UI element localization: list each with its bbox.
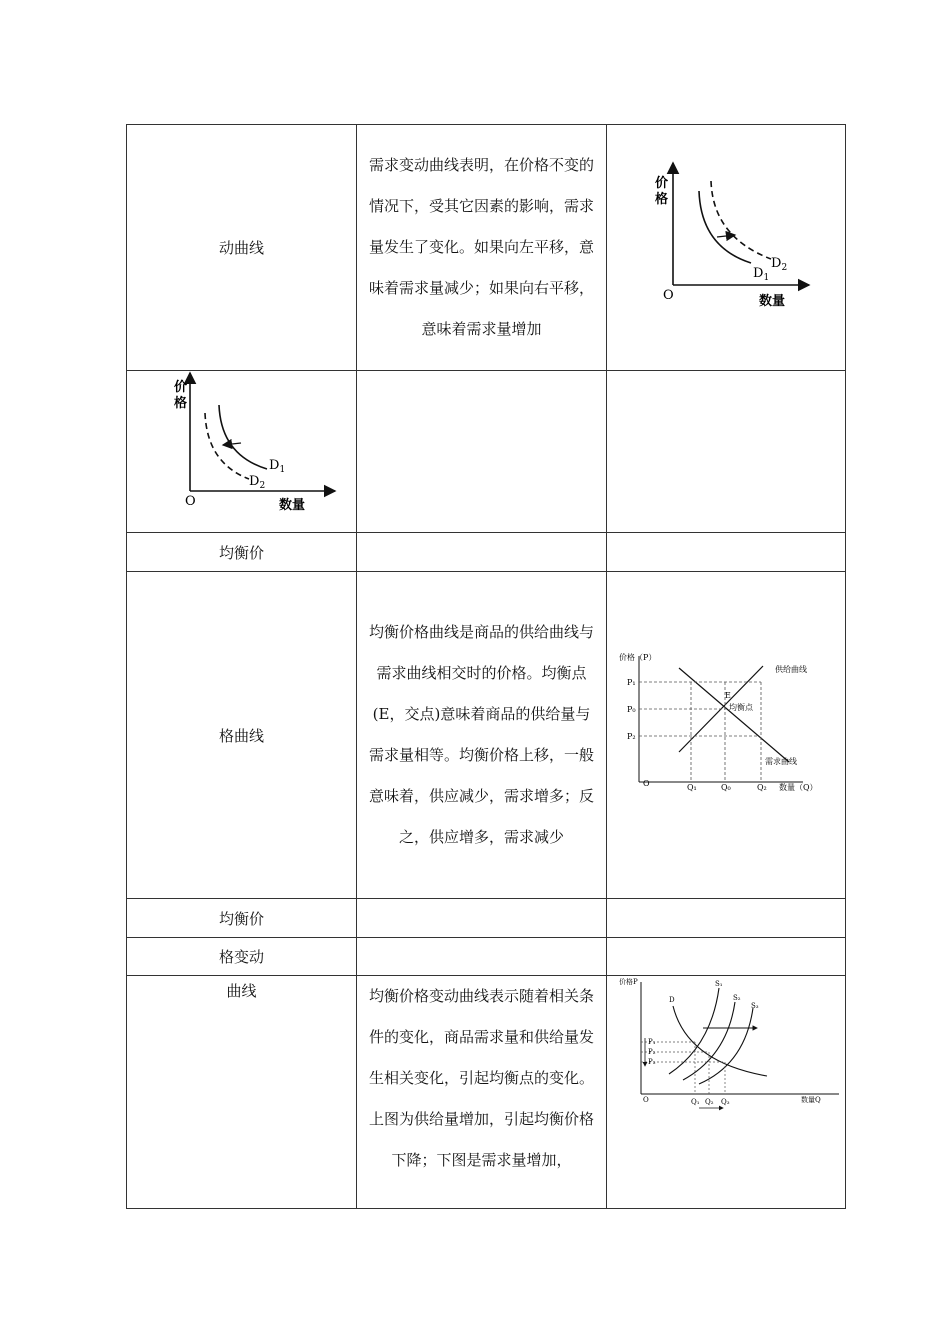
y-label: 价格（P） [619,653,657,662]
row2-figure-cell [127,371,357,533]
y-label-2: 格 [655,192,669,207]
row1-description: 需求变动曲线表明，在价格不变的情况下，受其它因素的影响，需求量发生了变化。如果向左平移，意味着需求量减少；如果向右平移，意味着需求量增加 [357,125,607,371]
row2-empty-cell [357,371,607,533]
curve-label-d2: $D_2$ [249,474,266,491]
table-row [127,125,846,371]
table-row [127,976,846,1209]
p1-label: P₁ [627,678,636,687]
demand-shift-right-diagram [607,125,845,370]
row7-figure-cell [607,976,846,1209]
equilibrium-price-diagram [607,572,845,898]
row3-label: 均衡价 [127,533,357,572]
demand-curve-d2 [711,181,771,259]
row1-figure-cell [607,125,846,371]
origin-label: O [643,779,650,788]
p0-label: P₀ [627,705,636,714]
row4-figure-cell [607,572,846,899]
table-row [127,572,846,899]
q3-label: Q₃ [721,1098,730,1106]
guide-lines [639,682,761,782]
demand-curve-d [673,1006,767,1076]
curve-label-d1: $D_1$ [269,458,286,475]
row3-empty-cell [357,533,607,572]
row5-empty-cell [357,899,607,938]
table-row [127,371,846,533]
y-label-2: 格 [174,396,188,411]
supply-label: 供给曲线 [775,665,807,674]
row4-description: 均衡价格曲线是商品的供给曲线与需求曲线相交时的价格。均衡点(E，交点)意味着商品的供给量与需求量相等。均衡价格上移，一般意味着，供应减少，需求增多；反之，供应增多，需求减少 [357,572,607,899]
equilibrium-label: 均衡点 [729,703,753,712]
p2-label: P₂ [627,732,636,741]
y-label-1: 价 [174,380,188,395]
supply-curve-s1 [669,988,719,1074]
curve-label-s3: S₃ [751,1002,759,1010]
equilibrium-shift-diagram [607,976,845,1126]
comparison-table [126,124,846,1209]
origin-label: O [663,288,674,303]
row3-empty-cell [607,533,846,572]
demand-curve-d2 [205,413,249,479]
q2-label: Q₂ [757,783,767,792]
row1-label: 动曲线 [127,125,357,371]
curve-label-s2: S₂ [733,994,741,1002]
x-label: 数量Q [801,1096,821,1104]
row6-empty-cell [607,938,846,976]
p2-label: P₂ [648,1048,656,1056]
q2-label: Q₂ [705,1098,714,1106]
shift-right-arrow [717,235,735,237]
origin-label: O [643,1096,649,1104]
q0-label: Q₀ [721,783,731,792]
row7-label: 曲线 [127,976,357,1209]
demand-curve-d1 [699,191,751,263]
table-row [127,899,846,938]
p3-label: P₃ [648,1058,656,1066]
demand-curve-d1 [219,405,267,469]
origin-label: O [185,494,196,509]
row4-label: 格曲线 [127,572,357,899]
supply-curve-s3 [699,1008,753,1084]
row2-empty-cell [607,371,846,533]
curve-label-d1: $D_1$ [753,266,770,283]
row5-empty-cell [607,899,846,938]
y-label: 价格P [619,978,638,986]
x-label: 数量 [759,294,786,309]
point-e: E [725,691,731,700]
curve-label-d: D [669,996,675,1004]
table-row [127,938,846,976]
demand-label: 需求曲线 [765,757,797,766]
demand-shift-left-diagram [127,371,356,531]
q1-label: Q₁ [691,1098,700,1106]
row6-empty-cell [357,938,607,976]
q1-label: Q₁ [687,783,697,792]
y-label-1: 价 [655,176,669,191]
row6-label: 格变动 [127,938,357,976]
x-label: 数量（Q） [779,783,818,792]
curve-label-d2: $D_2$ [771,256,788,273]
x-label: 数量 [279,498,306,513]
curve-label-s1: S₁ [715,980,723,988]
row7-description: 均衡价格变动曲线表示随着相关条件的变化，商品需求量和供给量发生相关变化，引起均衡点的变化。上图为供给量增加，引起均衡价格下降；下图是需求量增加， [357,976,607,1209]
p1-label: P₁ [648,1038,656,1046]
table-row [127,533,846,572]
row5-label: 均衡价 [127,899,357,938]
